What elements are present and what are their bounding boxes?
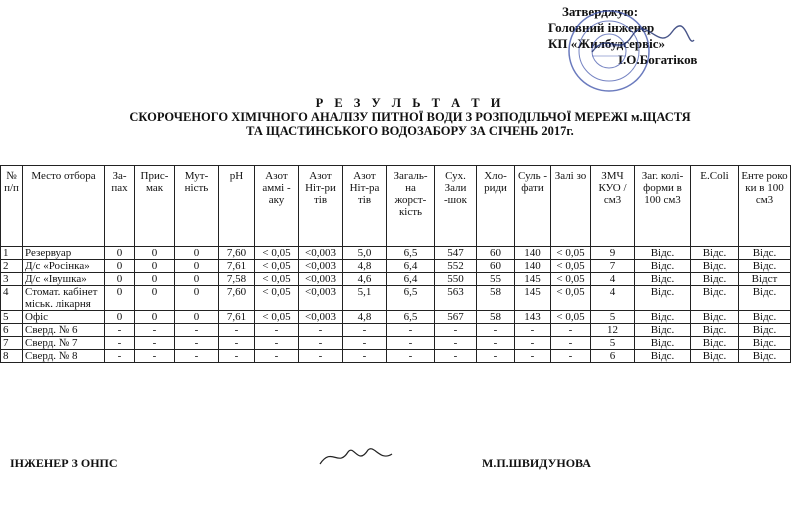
table-cell: Відс.: [691, 311, 739, 324]
table-cell: Відс.: [739, 324, 791, 337]
table-cell: -: [515, 350, 551, 363]
column-header: За-пах: [105, 166, 135, 247]
table-cell: 3: [1, 273, 23, 286]
table-cell: 60: [477, 247, 515, 260]
table-cell: -: [387, 350, 435, 363]
table-cell: -: [387, 324, 435, 337]
table-cell: Сверд. № 6: [23, 324, 105, 337]
table-cell: -: [477, 324, 515, 337]
table-cell: 0: [105, 273, 135, 286]
table-cell: 0: [135, 247, 175, 260]
table-cell: -: [219, 337, 255, 350]
column-header: Место отбора: [23, 166, 105, 247]
table-cell: Відс.: [739, 350, 791, 363]
table-cell: -: [515, 337, 551, 350]
doc-title: Р Е З У Л Ь Т А Т И: [315, 96, 505, 110]
table-cell: -: [219, 350, 255, 363]
table-cell: 5: [591, 337, 635, 350]
table-cell: <0,003: [299, 311, 343, 324]
table-cell: < 0,05: [255, 286, 299, 311]
table-cell: 552: [435, 260, 477, 273]
table-cell: 0: [135, 286, 175, 311]
table-cell: Відс.: [691, 337, 739, 350]
table-cell: -: [299, 337, 343, 350]
column-header: Суль - фати: [515, 166, 551, 247]
table-row: [1, 260, 791, 273]
table-cell: <0,003: [299, 273, 343, 286]
doc-subtitle-2: ТА ЩАСТИНСЬКОГО ВОДОЗАБОРУ ЗА СІЧЕНЬ 2017г.: [246, 124, 574, 138]
table-cell: 5,0: [343, 247, 387, 260]
table-cell: 7,60: [219, 247, 255, 260]
table-cell: Сверд. № 7: [23, 337, 105, 350]
column-header: Азот Ніт-ри тів: [299, 166, 343, 247]
approver-signature-icon: [588, 22, 698, 62]
table-cell: -: [515, 324, 551, 337]
table-cell: 2: [1, 260, 23, 273]
table-cell: 0: [105, 260, 135, 273]
table-cell: 55: [477, 273, 515, 286]
column-header: Прис-мак: [135, 166, 175, 247]
table-cell: 145: [515, 286, 551, 311]
table-cell: < 0,05: [551, 247, 591, 260]
table-row: [1, 273, 791, 286]
table-cell: 7,61: [219, 260, 255, 273]
table-row: [1, 337, 791, 350]
table-cell: Відс.: [739, 337, 791, 350]
table-row: [1, 350, 791, 363]
table-cell: Відс.: [635, 247, 691, 260]
table-cell: 8: [1, 350, 23, 363]
column-header: Хло-риди: [477, 166, 515, 247]
table-cell: -: [255, 337, 299, 350]
column-header: Енте роко ки в 100 см3: [739, 166, 791, 247]
table-cell: <0,003: [299, 260, 343, 273]
table-cell: Відс.: [739, 286, 791, 311]
table-cell: Відс.: [739, 260, 791, 273]
table-cell: Відс.: [691, 273, 739, 286]
table-cell: Відс.: [691, 286, 739, 311]
table-cell: 0: [175, 286, 219, 311]
table-cell: < 0,05: [255, 260, 299, 273]
table-cell: 7,60: [219, 286, 255, 311]
table-cell: Відс.: [635, 260, 691, 273]
table-cell: 0: [175, 311, 219, 324]
table-cell: 7,61: [219, 311, 255, 324]
table-cell: 143: [515, 311, 551, 324]
table-cell: Відс.: [691, 350, 739, 363]
table-cell: 4: [1, 286, 23, 311]
table-cell: -: [435, 324, 477, 337]
table-cell: Відс.: [739, 311, 791, 324]
table-cell: 12: [591, 324, 635, 337]
table-cell: 9: [591, 247, 635, 260]
table-cell: -: [299, 324, 343, 337]
table-cell: Резервуар: [23, 247, 105, 260]
table-cell: -: [175, 337, 219, 350]
column-header: pH: [219, 166, 255, 247]
table-cell: -: [255, 324, 299, 337]
table-cell: -: [551, 324, 591, 337]
table-cell: -: [105, 324, 135, 337]
table-cell: 6: [1, 324, 23, 337]
table-row: [1, 324, 791, 337]
table-cell: Відс.: [635, 311, 691, 324]
table-cell: 140: [515, 247, 551, 260]
table-cell: -: [105, 337, 135, 350]
table-cell: -: [175, 324, 219, 337]
table-cell: 6,4: [387, 273, 435, 286]
table-cell: Сверд. № 8: [23, 350, 105, 363]
table-cell: 6,5: [387, 247, 435, 260]
approver-name: І.О.Богатіков: [618, 52, 698, 67]
table-cell: 6,5: [387, 286, 435, 311]
table-cell: 6,4: [387, 260, 435, 273]
table-cell: 4: [591, 286, 635, 311]
table-cell: -: [435, 350, 477, 363]
table-cell: 140: [515, 260, 551, 273]
table-cell: -: [435, 337, 477, 350]
table-cell: 6,5: [387, 311, 435, 324]
table-cell: 547: [435, 247, 477, 260]
table-cell: Д/с «Івушка»: [23, 273, 105, 286]
table-cell: 0: [175, 273, 219, 286]
table-cell: < 0,05: [255, 311, 299, 324]
approver-title: Головний інженер: [548, 20, 655, 35]
table-cell: 145: [515, 273, 551, 286]
column-header: Сух. Зали -шок: [435, 166, 477, 247]
table-cell: Відс.: [739, 247, 791, 260]
table-cell: 563: [435, 286, 477, 311]
table-cell: -: [135, 337, 175, 350]
table-cell: 60: [477, 260, 515, 273]
table-cell: Відс.: [635, 273, 691, 286]
table-cell: -: [175, 350, 219, 363]
table-cell: -: [551, 350, 591, 363]
column-header: № п/п: [1, 166, 23, 247]
table-cell: < 0,05: [255, 247, 299, 260]
table-cell: 5: [1, 311, 23, 324]
table-cell: Відс.: [635, 324, 691, 337]
column-header: E.Coli: [691, 166, 739, 247]
table-cell: 7: [1, 337, 23, 350]
table-row: [1, 311, 791, 324]
table-cell: 550: [435, 273, 477, 286]
table-cell: -: [255, 350, 299, 363]
table-cell: -: [343, 350, 387, 363]
table-cell: 4: [591, 273, 635, 286]
table-cell: 6: [591, 350, 635, 363]
table-cell: 4,8: [343, 311, 387, 324]
results-table: [0, 165, 791, 363]
table-cell: -: [551, 337, 591, 350]
table-cell: 0: [135, 273, 175, 286]
table-cell: < 0,05: [551, 273, 591, 286]
column-header: Залі зо: [551, 166, 591, 247]
table-cell: 0: [105, 286, 135, 311]
table-cell: -: [135, 324, 175, 337]
table-cell: 567: [435, 311, 477, 324]
table-cell: Відс.: [635, 337, 691, 350]
table-cell: < 0,05: [551, 260, 591, 273]
approve-label: Затверджую:: [562, 4, 639, 19]
table-cell: Відс.: [635, 286, 691, 311]
company-name: КП «Жилбудсервіс»: [548, 36, 666, 51]
table-cell: Д/с «Росінка»: [23, 260, 105, 273]
table-cell: Відст: [739, 273, 791, 286]
table-cell: 0: [105, 311, 135, 324]
table-cell: < 0,05: [551, 286, 591, 311]
column-header: ЗМЧ КУО / см3: [591, 166, 635, 247]
table-cell: Відс.: [691, 260, 739, 273]
table-cell: 5,1: [343, 286, 387, 311]
table-cell: Відс.: [635, 350, 691, 363]
table-cell: 0: [135, 311, 175, 324]
table-row: [1, 286, 791, 311]
table-cell: 0: [175, 247, 219, 260]
table-cell: < 0,05: [255, 273, 299, 286]
table-cell: 0: [105, 247, 135, 260]
table-row: [1, 247, 791, 260]
column-header: Мут-ність: [175, 166, 219, 247]
table-header-row: [1, 166, 791, 247]
table-cell: -: [343, 337, 387, 350]
table-cell: 7: [591, 260, 635, 273]
table-cell: 7,58: [219, 273, 255, 286]
table-cell: <0,003: [299, 286, 343, 311]
table-cell: -: [343, 324, 387, 337]
column-header: Азот Ніт-ра тів: [343, 166, 387, 247]
table-cell: -: [387, 337, 435, 350]
table-cell: 0: [135, 260, 175, 273]
table-cell: Офіс: [23, 311, 105, 324]
column-header: Загаль-на жорст-кість: [387, 166, 435, 247]
table-cell: Стомат. кабінет міськ. лікарня: [23, 286, 105, 311]
table-cell: 4,8: [343, 260, 387, 273]
table-cell: 5: [591, 311, 635, 324]
table-cell: -: [105, 350, 135, 363]
doc-subtitle-1: СКОРОЧЕНОГО ХІМІЧНОГО АНАЛІЗУ ПИТНОЇ ВОДИ З РОЗПОДІЛЬЧОЇ МЕРЕЖІ м.ЩАСТЯ: [129, 110, 691, 124]
table-cell: -: [135, 350, 175, 363]
table-cell: 0: [175, 260, 219, 273]
table-cell: -: [477, 337, 515, 350]
table-cell: 58: [477, 286, 515, 311]
engineer-title: ІНЖЕНЕР З ОНПС: [10, 456, 118, 470]
table-cell: 58: [477, 311, 515, 324]
table-cell: < 0,05: [551, 311, 591, 324]
table-cell: -: [477, 350, 515, 363]
column-header: Заг. колі-форми в 100 см3: [635, 166, 691, 247]
column-header: Азот аммі - аку: [255, 166, 299, 247]
table-cell: 4,6: [343, 273, 387, 286]
engineer-name: М.П.ШВИДУНОВА: [482, 456, 591, 470]
table-cell: Відс.: [691, 324, 739, 337]
table-cell: -: [219, 324, 255, 337]
table-cell: -: [299, 350, 343, 363]
table-cell: Відс.: [691, 247, 739, 260]
engineer-signature-icon: [318, 440, 394, 472]
table-cell: 1: [1, 247, 23, 260]
table-cell: <0,003: [299, 247, 343, 260]
